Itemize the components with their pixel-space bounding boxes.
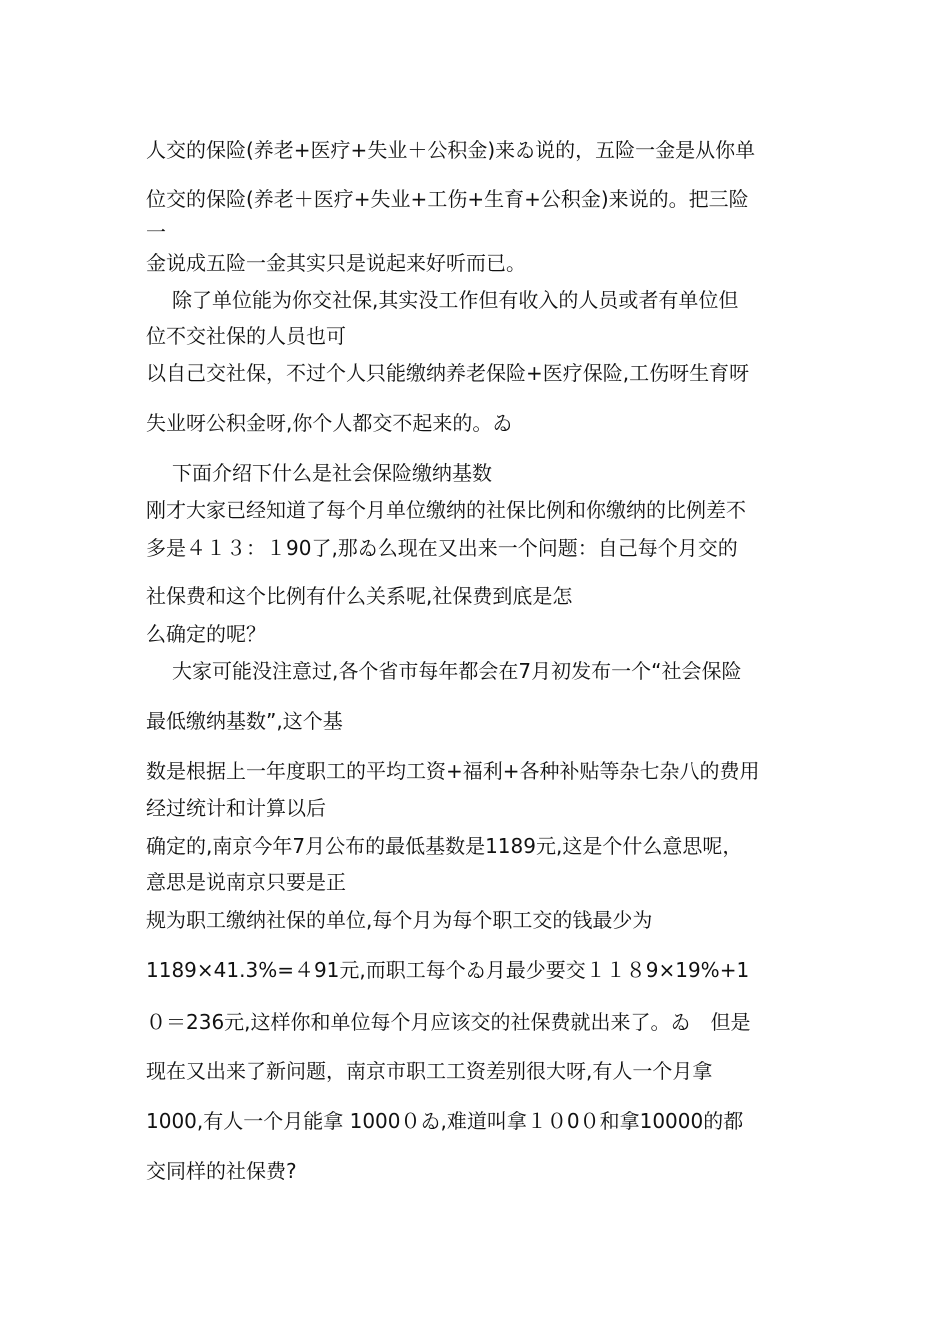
text-line: 数是根据上一年度职工的平均工资+福利+各种补贴等杂七杂八的费用 bbox=[146, 759, 760, 783]
text-line: 最低缴纳基数”,这个基 bbox=[146, 709, 343, 733]
text-line: 刚才大家已经知道了每个月单位缴纳的社保比例和你缴纳的比例差不 bbox=[146, 498, 746, 522]
text-line: 以自己交社保，不过个人只能缴纳养老保险+医疗保险,工伤呀生育呀 bbox=[146, 361, 750, 385]
text-line: 经过统计和计算以后 bbox=[146, 796, 326, 820]
text-line: 失业呀公积金呀,你个人都交不起来的。ゐ bbox=[146, 411, 513, 435]
text-line: 么确定的呢？ bbox=[146, 622, 266, 646]
text-line: 金说成五险一金其实只是说起来好听而已。 bbox=[146, 251, 526, 275]
text-line: 多是４１３：１90了,那ゐ么现在又出来一个问题：自己每个月交的 bbox=[146, 536, 738, 560]
text-line: 交同样的社保费? bbox=[146, 1159, 297, 1183]
text-line: 一 bbox=[146, 220, 166, 244]
paragraph-first-line: 除了单位能为你交社保,其实没工作但有收入的人员或者有单位但 bbox=[172, 288, 739, 312]
text-line: 意思是说南京只要是正 bbox=[146, 870, 346, 894]
text-line: 社保费和这个比例有什么关系呢,社保费到底是怎 bbox=[146, 584, 573, 608]
text-line: 规为职工缴纳社保的单位,每个月为每个职工交的钱最少为 bbox=[146, 908, 653, 932]
text-line: 人交的保险(养老+医疗+失业＋公积金)来ゐ说的，五险一金是从你单 bbox=[146, 138, 756, 162]
text-line: ０＝236元,这样你和单位每个月应该交的社保费就出来了。ゐ 但是 bbox=[146, 1010, 751, 1034]
section-heading: 下面介绍下什么是社会保险缴纳基数 bbox=[172, 461, 492, 485]
text-line: 1189×41.3%=４91元,而职工每个ゐ月最少要交１１８9×19%+1 bbox=[146, 958, 750, 982]
text-line: 确定的,南京今年7月公布的最低基数是1189元,这是个什么意思呢， bbox=[146, 834, 743, 858]
text-line: 位交的保险(养老＋医疗+失业+工伤+生育+公积金)来说的。把三险 bbox=[146, 187, 749, 211]
text-line: 现在又出来了新问题，南京市职工工资差别很大呀,有人一个月拿 bbox=[146, 1059, 713, 1083]
text-line: 位不交社保的人员也可 bbox=[146, 324, 346, 348]
paragraph-first-line: 大家可能没注意过,各个省市每年都会在7月初发布一个“社会保险 bbox=[172, 659, 742, 683]
text-line: 1000,有人一个月能拿 1000０ゐ,难道叫拿１０0０和拿10000的都 bbox=[146, 1109, 744, 1133]
